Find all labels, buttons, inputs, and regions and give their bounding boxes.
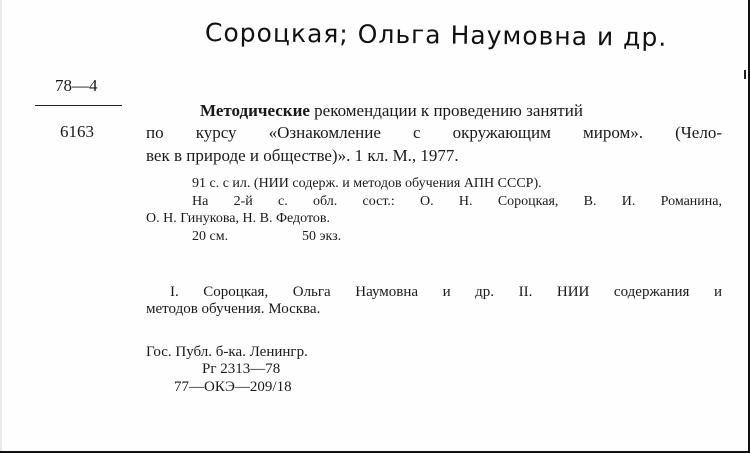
classification-top: 78—4 [55, 76, 98, 95]
tracing-line-1: I. Сороцкая, Ольга Наумовна и др. II. НИИ содержания и [170, 284, 722, 300]
title-line-1-rest: рекомендации к проведению занятий [309, 101, 583, 120]
description-copies: 50 экз. [302, 229, 342, 244]
description-authors-2: О. Н. Гинукова, Н. В. Федотов. [146, 211, 331, 226]
description-authors-1: На 2-й с. обл. сост.: О. Н. Сороцкая, В. И. Романина, [192, 194, 722, 209]
description-size: 20 см. [192, 229, 229, 244]
library-code: 77—ОКЭ—209/18 [174, 379, 292, 395]
handwritten-heading: Сороцкая; Ольга Наумовна и др. [204, 18, 668, 52]
library-name: Гос. Публ. б-ка. Ленингр. [146, 344, 308, 360]
title-line-3: век в природе и обществе)». 1 кл. М., 1977. [146, 146, 459, 165]
title-line-2: по курсу «Ознакомление с окружающим миром». (Чело- [146, 123, 722, 142]
classification-divider [35, 105, 122, 106]
tracing-line-2: методов обучения. Москва. [146, 301, 321, 317]
description-pages: 91 с. с ил. (НИИ содерж. и методов обучения АПН СССР). [192, 176, 542, 191]
title-line-1 [200, 101, 722, 121]
library-number: Рг 2313—78 [202, 361, 281, 377]
classification-bottom: 6163 [60, 122, 94, 141]
edge-mark [744, 70, 746, 79]
title-bold-word: Методические [200, 101, 310, 120]
